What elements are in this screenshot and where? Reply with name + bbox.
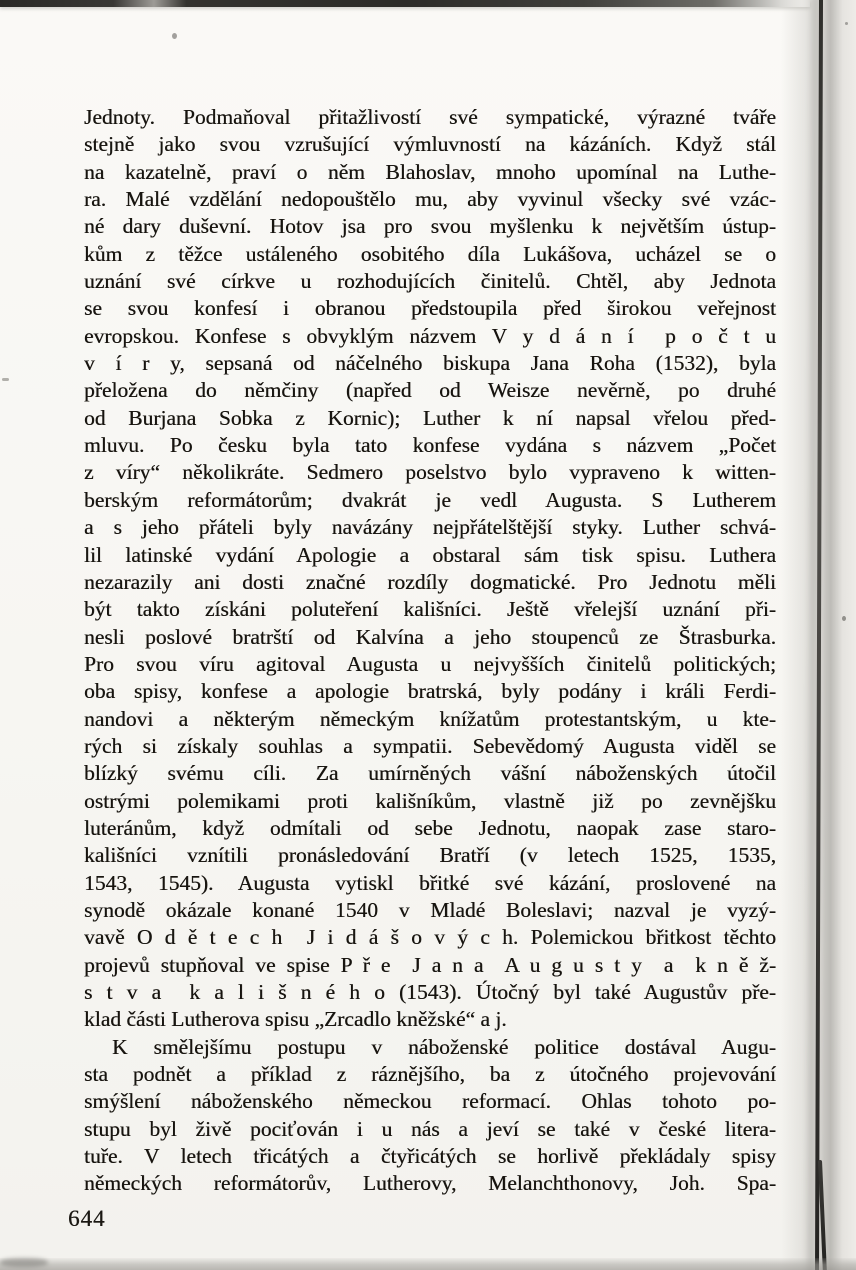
text-line: blízký svému cíli. Za umírněných vášní náboženských útočil: [84, 761, 776, 786]
text-line: oba spisy, konfese a apologie bratrská, byly podány i králi Ferdi-: [84, 679, 776, 704]
text-line: nandovi a některým německým knížatům protestantským, u kte-: [84, 706, 776, 731]
text-line: 1543, 1545). Augusta vytiskl břitké své kázání, proslovené na: [84, 870, 776, 895]
text-line: smýšlení náboženského německou reformací. Ohlas tohoto po-: [84, 1089, 776, 1114]
text-line: v í r y, sepsaná od náčelného biskupa Jana Roha (1532), byla: [84, 351, 776, 376]
text-line: ra. Malé vzdělání nedopouštělo mu, aby vyvinul všecky své vzác-: [84, 187, 776, 212]
text-line: stejně jako svou vzrušující výmluvností na kázáních. Když stál: [84, 132, 776, 157]
text-line: kům z těžce ustáleného osobitého díla Lukášova, ucházel se o: [84, 241, 776, 266]
text-line: stupu byl živě pociťován i u nás a jeví se také v české litera-: [84, 1116, 776, 1141]
text-line: K smělejšímu postupu v náboženské politice dostával Augu-: [112, 1034, 776, 1059]
text-line: s t v a k a l i š n é h o (1543). Útočný byl také Augustův pře-: [84, 980, 776, 1004]
text-line: z víry“ několikráte. Sedmero poselstvo bylo vypraveno k witten-: [84, 460, 776, 485]
dust-speck: [845, 22, 848, 25]
text-line: evropskou. Konfese s obvyklým názvem V y d á n í p o č t u: [84, 323, 776, 348]
scan-corner-smudge: [0, 1258, 48, 1267]
text-line: nezarazily ani dosti značné rozdíly dogmatické. Pro Jednotu měli: [84, 569, 776, 594]
page-number: 644: [68, 1206, 106, 1231]
scan-top-edge: [0, 0, 810, 7]
text-line: sta podnět a příklad z ráznějšího, ba z útočného projevování: [84, 1062, 776, 1087]
dust-speck: [2, 378, 9, 381]
text-line: vavě O d ě t e c h J i d á š o v ý c h. Polemickou břitkost těchto: [84, 925, 776, 950]
page-text-block: [84, 104, 776, 1198]
text-line: luteránům, když odmítali od sebe Jednotu, naopak zase staro-: [84, 815, 776, 840]
paragraph: [84, 1034, 776, 1198]
text-line: rých si získaly souhlas a sympatii. Sebevědomý Augusta viděl se: [84, 733, 776, 758]
text-line: a s jeho přáteli byly navázány nejpřátelštější styky. Luther schvá-: [84, 515, 776, 540]
text-line: nesli poslové bratrští od Kalvína a jeho stoupenců ze Štrasburka.: [84, 624, 776, 649]
text-line: klad části Lutherova spisu „Zrcadlo kněžské“ a j.: [84, 1007, 507, 1032]
scan-bottom-edge: [0, 1258, 856, 1270]
text-line: projevů stupňoval ve spise P ř e J a n a A u g u s t y a k n ě ž-: [84, 952, 776, 977]
text-line: synodě okázale konané 1540 v Mladé Boleslavi; nazval je vyzý-: [84, 897, 776, 922]
text-line: berským reformátorům; dvakrát je vedl Augusta. S Lutherem: [84, 487, 776, 512]
text-line: být takto získáni poluteření kališníci. Ještě vřelejší uznání při-: [84, 597, 776, 622]
dust-speck: [842, 616, 846, 621]
text-line: přeložena do němčiny (napřed od Weisze nevěrně, po druhé: [84, 378, 776, 403]
text-line: uznání své církve u rozhodujících činitelů. Chtěl, aby Jednota: [84, 269, 776, 294]
text-line: se svou konfesí i obranou předstoupila před širokou veřejnost: [84, 296, 776, 321]
text-line: kališníci vznítili pronásledování Bratří (v letech 1525, 1535,: [84, 843, 776, 868]
text-line: Pro svou víru agitoval Augusta u nejvyšších činitelů politických;: [84, 651, 776, 676]
text-line: mluvu. Po česku byla tato konfese vydána s názvem „Počet: [84, 433, 776, 458]
text-line: ostrými polemikami proti kališníkům, vlastně již po zevnějšku: [84, 788, 776, 813]
dust-speck: [172, 33, 177, 39]
text-line: na kazatelně, praví o něm Blahoslav, mnoho upomínal na Luthe-: [84, 159, 776, 184]
text-line: tuře. V letech třicátých a čtyřicátých se horlivě překládaly spisy: [84, 1144, 776, 1169]
paragraph: [84, 104, 776, 1034]
text-line: lil latinské vydání Apologie a obstaral sám tisk spisu. Luthera: [84, 542, 776, 567]
text-line: né dary duševní. Hotov jsa pro svou myšlenku k největším ústup-: [84, 214, 776, 239]
text-line: německých reformátorův, Lutherovy, Melanchthonovy, Joh. Spa-: [84, 1171, 776, 1196]
text-line: od Burjana Sobka z Kornic); Luther k ní napsal vřelou před-: [84, 405, 776, 430]
text-line: Jednoty. Podmaňoval přitažlivostí své sympatické, výrazné tváře: [84, 105, 776, 129]
